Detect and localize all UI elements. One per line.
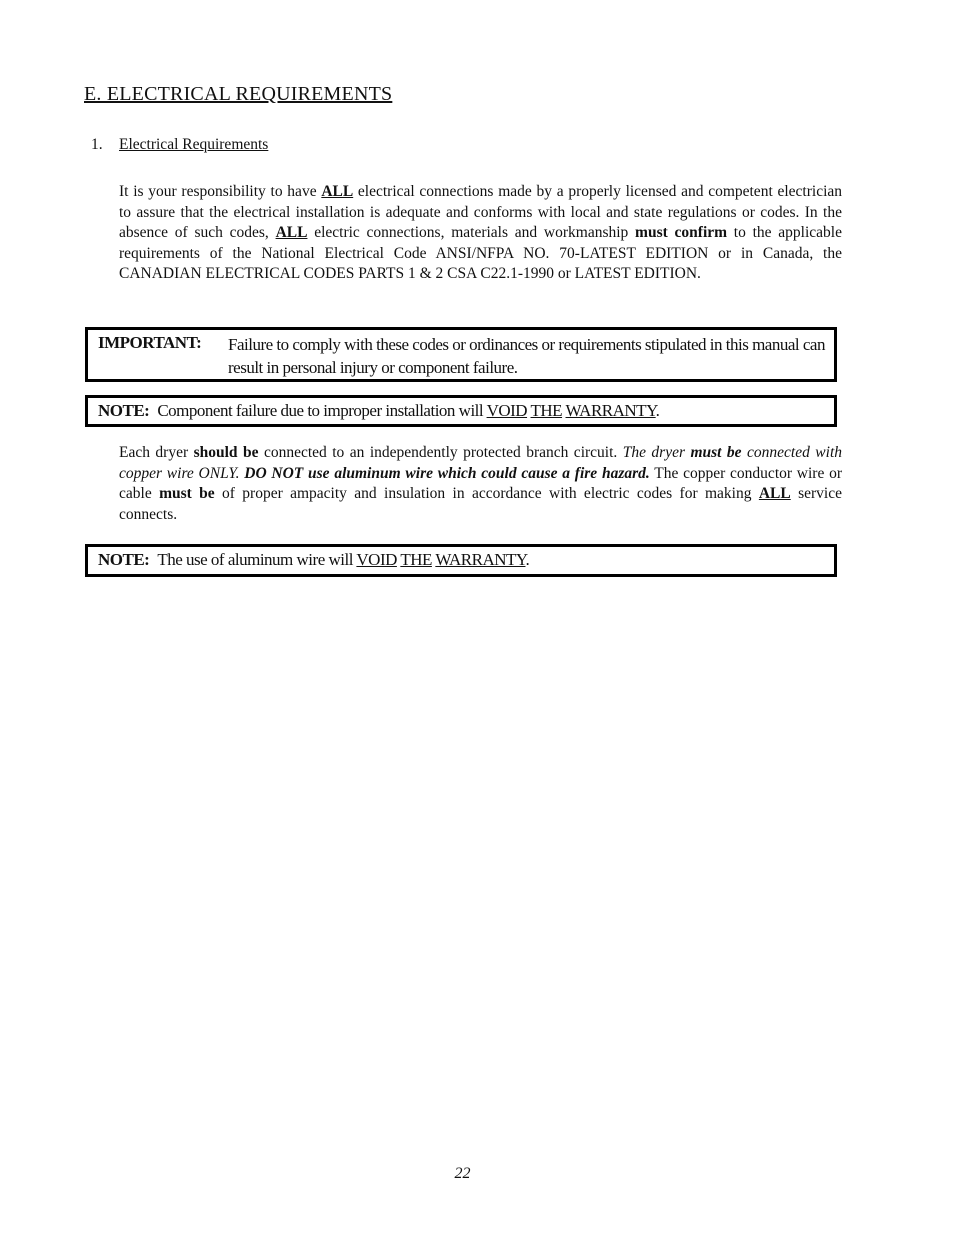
emphasis-must-be: must be [159, 485, 215, 503]
note-void: VOID [356, 550, 397, 569]
text-run: electrical connections made by a properly licensed and competent electrician to assure that the electrical installation is adequate and conforms with local and state regulations or codes. In the absence of such codes, [119, 183, 843, 242]
text-run: electric connections, materials and workmanship [307, 224, 636, 242]
text-run: to the applicable requirements of the National Electrical Code ANSI/NFPA NO. 70-LATEST EDITION or in Canada, the CANADIAN ELECTRICAL CODES PARTS 1 & 2 CSA C22.1-1990 or LATEST EDITION. [119, 224, 842, 283]
subsection-label: Electrical Requirements [119, 136, 269, 153]
emphasis-must-confirm: must confirm [635, 224, 728, 242]
emphasis-all: ALL [275, 224, 308, 242]
subsection-heading [91, 136, 268, 154]
warranty-note-line [98, 401, 659, 421]
aluminum-warning: DO NOT use aluminum wire which could cause a fire hazard. [244, 464, 650, 482]
important-label: IMPORTANT: [98, 333, 202, 352]
warranty-note-box [85, 395, 837, 427]
text-run: of proper ampacity and insulation in accordance with electric codes for making [214, 485, 759, 503]
wiring-paragraph [119, 443, 842, 525]
note-warranty: WARRANTY [435, 550, 526, 569]
italic-run: connected with copper wire ONLY. [119, 444, 843, 482]
note-label: NOTE: [98, 401, 150, 420]
aluminum-note-box [85, 544, 837, 577]
note-label: NOTE: [98, 550, 150, 569]
note-void: VOID [486, 401, 528, 420]
italic-run: The dryer [622, 444, 691, 461]
subsection-number: 1. [91, 136, 103, 153]
note-period: . [525, 550, 530, 569]
emphasis-must-be: must be [690, 444, 742, 461]
note-text: The use of aluminum wire will [157, 550, 357, 569]
text-run: It is your responsibility to have [119, 183, 322, 200]
text-run: service connects. [119, 485, 842, 523]
text-run: The copper conductor wire or cable [119, 464, 843, 503]
page-number: 22 [454, 1165, 471, 1182]
emphasis-all: ALL [321, 183, 354, 200]
emphasis-should-be: should be [193, 444, 259, 461]
important-notice-box [85, 327, 837, 382]
note-the: THE [530, 401, 563, 420]
text-run: Each dryer [119, 444, 194, 461]
note-the: THE [400, 550, 432, 569]
note-warranty: WARRANTY [565, 401, 656, 420]
emphasis-all: ALL [758, 485, 791, 503]
text-run: connected to an independently protected branch circuit. [258, 444, 623, 461]
aluminum-note-line [98, 550, 529, 570]
note-text: Component failure due to improper installation will [157, 401, 487, 420]
note-period: . [655, 401, 660, 420]
section-title: E. ELECTRICAL REQUIREMENTS [84, 83, 393, 105]
important-text: Failure to comply with these codes or ordinances or requirements stipulated in this manual can result in personal injury or component failure. [228, 335, 825, 377]
responsibility-paragraph [119, 182, 842, 285]
